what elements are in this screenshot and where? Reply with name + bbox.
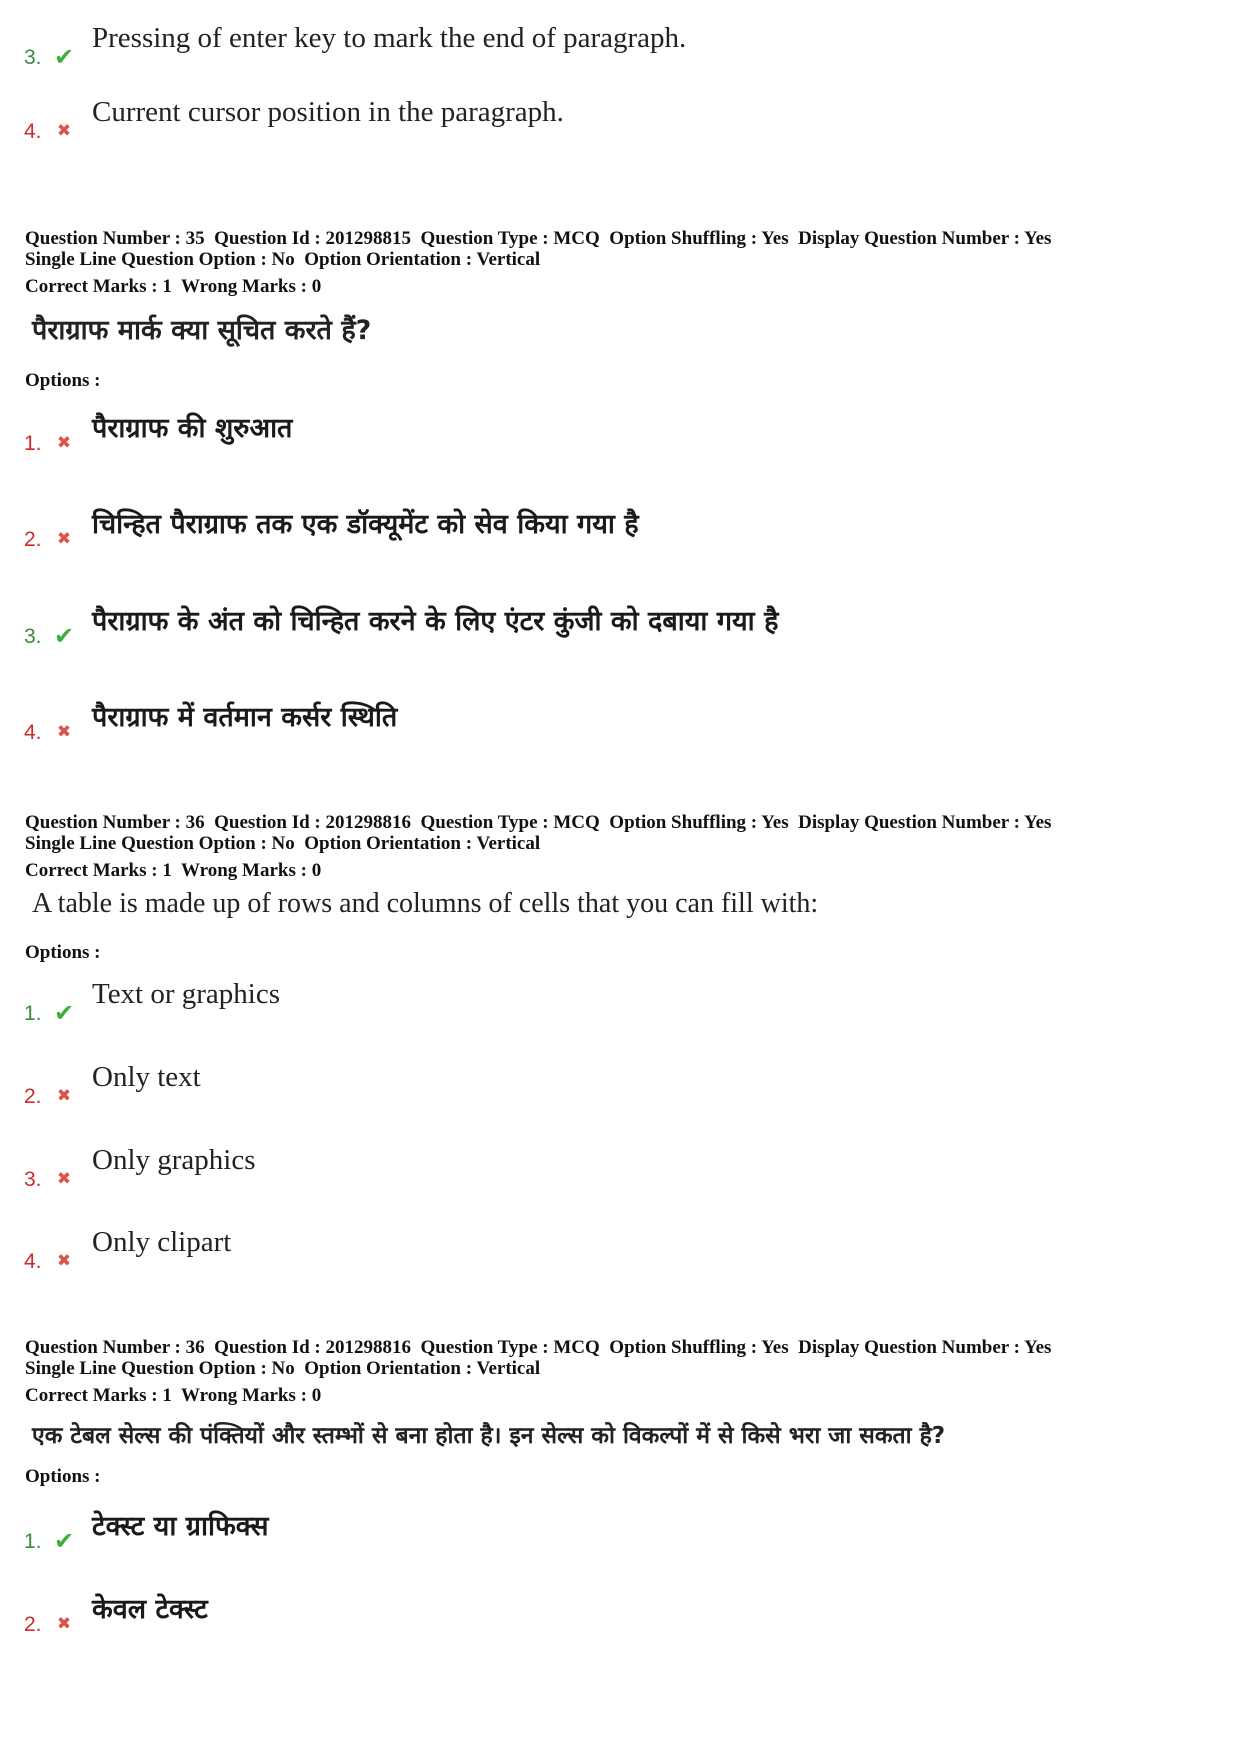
option-text: केवल टेक्स्ट	[92, 1594, 208, 1625]
question-header-line: Single Line Question Option : No Option Orientation : Vertical	[25, 1358, 541, 1379]
option-text: पैराग्राफ की शुरुआत	[92, 413, 293, 444]
question-header	[25, 812, 1215, 854]
check-icon: ✔	[53, 43, 75, 71]
options-label: Options :	[25, 1466, 101, 1487]
option-text: Pressing of enter key to mark the end of paragraph.	[92, 22, 687, 54]
option-number: 1.	[24, 432, 42, 455]
option-number: 1.	[24, 1002, 42, 1025]
cross-icon: ✖	[56, 1169, 72, 1189]
option-number: 3.	[24, 1168, 42, 1191]
marks-info: Correct Marks : 1 Wrong Marks : 0	[25, 860, 322, 881]
option-number: 4.	[24, 1250, 42, 1273]
option-item	[24, 92, 1204, 148]
cross-icon: ✖	[56, 529, 72, 549]
option-item	[24, 18, 1204, 74]
option-text: Only text	[92, 1061, 201, 1093]
option-number: 2.	[24, 1613, 42, 1636]
option-number: 2.	[24, 528, 42, 551]
question-text: पैराग्राफ मार्क क्या सूचित करते हैं?	[32, 315, 372, 346]
marks-info: Correct Marks : 1 Wrong Marks : 0	[25, 276, 322, 297]
option-item	[24, 974, 1204, 1030]
option-number: 3.	[24, 625, 42, 648]
option-text: Only graphics	[92, 1144, 256, 1176]
option-item	[24, 597, 1204, 653]
check-icon: ✔	[53, 999, 75, 1027]
question-header-line: Single Line Question Option : No Option Orientation : Vertical	[25, 249, 541, 270]
option-text: Text or graphics	[92, 978, 281, 1010]
question-text: A table is made up of rows and columns of cells that you can fill with:	[32, 888, 819, 919]
option-number: 4.	[24, 721, 42, 744]
option-text: टेक्स्ट या ग्राफिक्स	[92, 1511, 269, 1542]
options-label: Options :	[25, 370, 101, 391]
option-text: चिन्हित पैराग्राफ तक एक डॉक्यूमेंट को सेव किया गया है	[92, 509, 639, 540]
marks-info: Correct Marks : 1 Wrong Marks : 0	[25, 1385, 322, 1406]
cross-icon: ✖	[56, 121, 72, 141]
cross-icon: ✖	[56, 722, 72, 742]
cross-icon: ✖	[56, 1614, 72, 1634]
question-header-line: Question Number : 35 Question Id : 201298815 Question Type : MCQ Option Shuffling : Yes Display Question Number : Yes	[25, 228, 1052, 249]
question-header-line: Question Number : 36 Question Id : 201298816 Question Type : MCQ Option Shuffling : Yes Display Question Number : Yes	[25, 812, 1052, 833]
option-number: 4.	[24, 120, 42, 143]
cross-icon: ✖	[56, 1251, 72, 1271]
option-text: Only clipart	[92, 1226, 232, 1258]
options-label: Options :	[25, 942, 101, 963]
option-item	[24, 500, 1204, 556]
check-icon: ✔	[53, 622, 75, 650]
option-item	[24, 693, 1204, 749]
option-item	[24, 1057, 1204, 1113]
check-icon: ✔	[53, 1527, 75, 1555]
question-header-line: Question Number : 36 Question Id : 201298816 Question Type : MCQ Option Shuffling : Yes Display Question Number : Yes	[25, 1337, 1052, 1358]
option-number: 2.	[24, 1085, 42, 1108]
cross-icon: ✖	[56, 1086, 72, 1106]
option-item	[24, 404, 1204, 460]
question-header	[25, 1337, 1215, 1379]
option-text: पैराग्राफ के अंत को चिन्हित करने के लिए एंटर कुंजी को दबाया गया है	[92, 606, 779, 637]
option-text: पैराग्राफ में वर्तमान कर्सर स्थिति	[92, 702, 398, 733]
option-number: 3.	[24, 46, 42, 69]
question-text: एक टेबल सेल्स की पंक्तियों और स्तम्भों से बना होता है। इन सेल्स को विकल्पों में से किसे भरा जा सकता है?	[32, 1423, 946, 1449]
option-text: Current cursor position in the paragraph.	[92, 96, 564, 128]
cross-icon: ✖	[56, 433, 72, 453]
option-item	[24, 1502, 1204, 1558]
option-number: 1.	[24, 1530, 42, 1553]
option-item	[24, 1222, 1204, 1278]
option-item	[24, 1140, 1204, 1196]
question-header	[25, 228, 1215, 270]
question-header-line: Single Line Question Option : No Option Orientation : Vertical	[25, 833, 541, 854]
option-item	[24, 1585, 1204, 1641]
